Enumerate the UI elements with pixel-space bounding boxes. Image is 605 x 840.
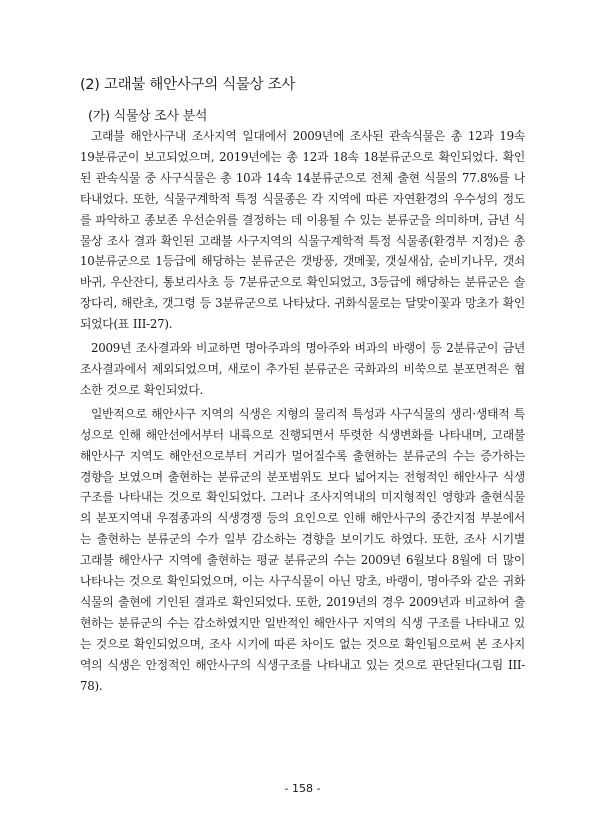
paragraph-vegetation-structure: 일반적으로 해안사구 지역의 식생은 지형의 물리적 특성과 사구식물의 생리·생태적 특성으로 인해 해안선에서부터 내륙으로 진행되면서 뚜렷한 식생변화를 나타내며, 고래불 해안사구 지역도 해안선으로부터 거리가 멀어질수록 출현하는 분류군의 수는 증가하는 경향을 보였으며 출현하는 분류군의 분포범위도 보다 넓어지는 전형적인 해안사구 식생구조를 나타내는 것으로 확인되었다. 그러나 조사지역내의 미지형적인 영향과 출현식물의 분포지역내 우점종과의 식생경쟁 등의 요인으로 인해 해안사구의 중간지점 부분에서는 출현하는 분류군의 수가 일부 감소하는 경향을 보이기도 하였다. 또한, 조사 시기별 고래불 해안사구 지역에 출현하는 평균 분류군의 수는 2009년 6월보다 8월에 더 많이 나타나는 것으로 확인되었으며, 이는 사구식물이 아닌 망초, 바랭이, 명아주와 같은 귀화식물의 출현에 기인된 결과로 확인되었다. 또한, 2019년의 경우 2009년과 비교하여 출현하는 분류군의 수는 감소하였지만 일반적인 해안사구 지역의 식생 구조를 나타내고 있는 것으로 확인되었으며, 조사 시기에 따른 차이도 없는 것으로 확인됨으로써 본 조사지역의 식생은 안정적인 해안사구의 식생구조를 나타내고 있는 것으로 판단된다(그림 III-78). [80, 406, 525, 693]
page-number: - 158 - [284, 782, 321, 795]
paragraph-comparison-2009: 2009년 조사결과와 비교하면 명아주과의 명아주와 벼과의 바랭이 등 2분류군이 금년 조사결과에서 제외되었으며, 새로이 추가된 분류군은 국화과의 비쑥으로 분포면적은 협소한 것으로 확인되었다. [80, 341, 525, 397]
body-text [80, 126, 525, 699]
paragraph-flora-survey: 고래불 해안사구내 조사지역 일대에서 2009년에 조사된 관속식물은 총 12과 19속 19분류군이 보고되었으며, 2019년에는 총 12과 18속 18분류군으로 확인되었다. 확인된 관속식물 중 사구식물은 총 10과 14속 14분류군으로 전체 출현 식물의 77.8%를 나타내었다. 또한, 식물구계학적 특정 식물종은 각 지역에 따른 자연환경의 우수성의 정도를 파악하고 종보존 우선순위를 결정하는 데 이용될 수 있는 분류군을 의미하며, 금년 식물상 조사 결과 확인된 고래불 사구지역의 식물구계학적 특정 식물종(환경부 지정)은 총 10분류군으로 1등급에 해당하는 분류군은 갯방풍, 갯메꽃, 갯실새삼, 순비기나무, 갯쇠바귀, 우산잔디, 통보리사초 등 7분류군으로 확인되었고, 3등급에 해당하는 분류군은 솔장다리, 해란초, 갯그령 등 3분류군으로 나타났다. 귀화식물로는 달맞이꽃과 망초가 확인되었다(표 III-27). [80, 129, 525, 332]
section-title: (2) 고래불 해안사구의 식물상 조사 [80, 77, 296, 93]
subsection-title: (가) 식물상 조사 분석 [88, 109, 208, 124]
